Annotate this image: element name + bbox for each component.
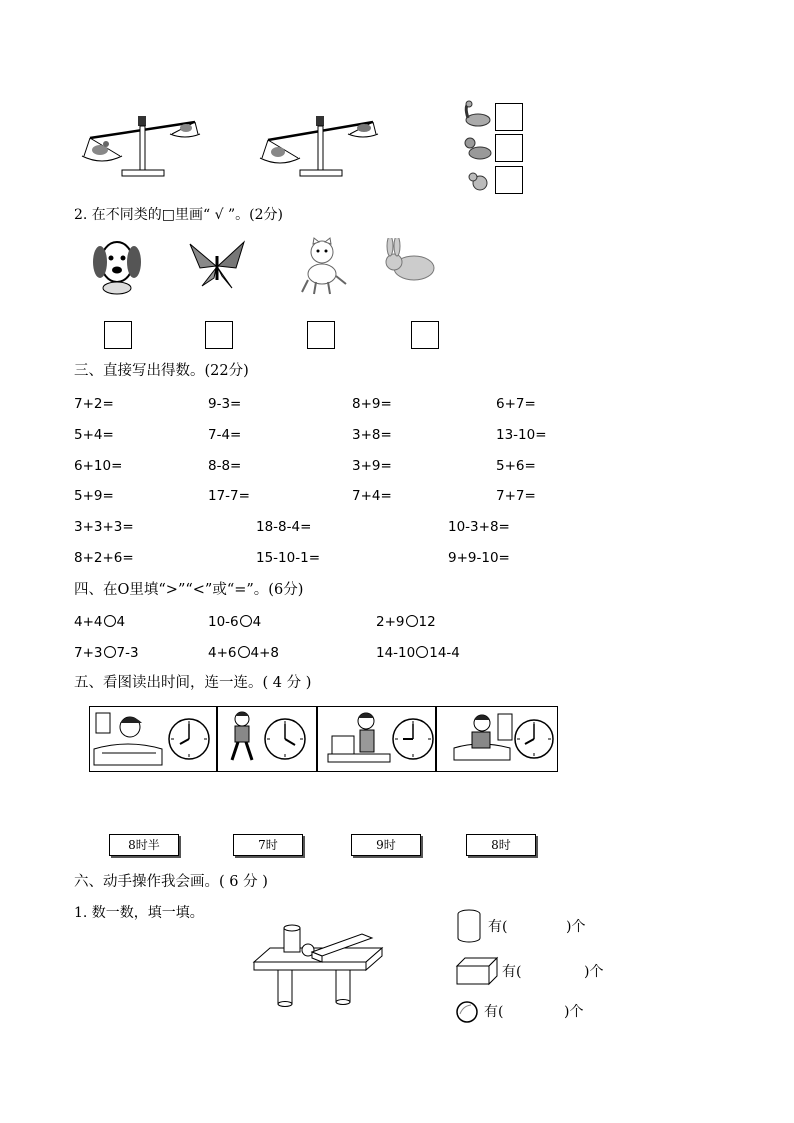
answer-box-cat[interactable] [307, 321, 335, 349]
expression-0-0: 7+2= [74, 396, 114, 412]
answer-box-butterfly[interactable] [205, 321, 233, 349]
answer-box-dog[interactable] [104, 321, 132, 349]
expression-3-3: 7+7= [496, 488, 536, 504]
comparison-right: 7-3 [116, 645, 139, 661]
expression-3-2: 7+4= [352, 488, 392, 504]
count-blank-0[interactable] [514, 918, 566, 936]
count-prefix-0: 有( [488, 919, 508, 935]
answer-box-duck[interactable] [495, 134, 523, 162]
section5-title: 五、看图读出时间，连一连。( 4 分 ) [74, 675, 312, 691]
comparison-right: 4 [116, 614, 126, 630]
section3-title: 三、直接写出得数。(22分) [74, 363, 249, 379]
count-blank-2[interactable] [510, 1003, 564, 1021]
block-table-figure [250, 924, 386, 1008]
expression-3-0: 5+9= [74, 488, 114, 504]
chick-icon [466, 170, 492, 192]
section6-sub1: 1. 数一数，填一填。 [74, 905, 204, 921]
count-suffix-0: )个 [566, 919, 586, 935]
expression-2-2: 3+9= [352, 458, 392, 474]
answer-box-rabbit[interactable] [411, 321, 439, 349]
duck-icon [462, 134, 494, 162]
expression-0-3: 6+7= [496, 396, 536, 412]
clock-icon [512, 716, 556, 762]
answer-box-goose[interactable] [495, 103, 523, 131]
compare-circle[interactable] [238, 646, 250, 658]
comparison-left: 10-6 [208, 614, 239, 630]
expression-1-1: 7-4= [208, 427, 242, 443]
comparison-right: 12 [418, 614, 436, 630]
expression-2-0: 6+10= [74, 458, 123, 474]
time-label-3[interactable]: 8时 [466, 834, 536, 856]
butterfly-icon [186, 238, 248, 294]
expression-0-2: 8+9= [352, 396, 392, 412]
cat-icon [292, 236, 354, 296]
comparison-left: 2+9 [376, 614, 405, 630]
expression-3-1: 17-7= [208, 488, 250, 504]
comparison-1-0 [74, 645, 139, 661]
expression-1-2: 3+8= [352, 427, 392, 443]
answer-box-chick[interactable] [495, 166, 523, 194]
studying-child-icon [326, 710, 392, 768]
balance-scale-2-icon [258, 104, 388, 182]
comparison-0-2 [376, 614, 436, 630]
clock-icon [166, 716, 212, 762]
expression-2-1: 8-8= [208, 458, 242, 474]
time-label-0[interactable]: 8时半 [109, 834, 179, 856]
cuboid-icon [455, 956, 499, 986]
compare-circle[interactable] [406, 615, 418, 627]
comparison-right: 4 [252, 614, 262, 630]
compare-circle[interactable] [416, 646, 428, 658]
comparison-left: 14-10 [376, 645, 416, 661]
sleeping-child-icon [92, 709, 164, 767]
comparison-left: 4+4 [74, 614, 103, 630]
clock-icon [390, 716, 436, 762]
comparison-right: 4+8 [250, 645, 279, 661]
section6-title: 六、动手操作我会画。( 6 分 ) [74, 874, 268, 890]
walking-child-icon [224, 710, 260, 768]
expression-2-3: 5+6= [496, 458, 536, 474]
expression-1-3: 13-10= [496, 427, 547, 443]
count-prefix-1: 有( [502, 964, 522, 980]
comparison-0-1 [208, 614, 261, 630]
compare-circle[interactable] [104, 615, 116, 627]
expression-4-1: 18-8-4= [256, 519, 312, 535]
count-suffix-1: )个 [584, 964, 604, 980]
dog-icon [88, 234, 146, 298]
expression-5-2: 9+9-10= [448, 550, 510, 566]
compare-circle[interactable] [104, 646, 116, 658]
comparison-right: 14-4 [429, 645, 460, 661]
cylinder-icon [455, 908, 483, 944]
expression-5-0: 8+2+6= [74, 550, 134, 566]
q2-title: 2. 在不同类的□里画“ √ ”。(2分) [74, 207, 284, 223]
comparison-left: 7+3 [74, 645, 103, 661]
compare-circle[interactable] [240, 615, 252, 627]
comparison-1-1 [208, 645, 279, 661]
expression-4-0: 3+3+3= [74, 519, 134, 535]
expression-4-2: 10-3+8= [448, 519, 510, 535]
goose-icon [460, 100, 494, 128]
comparison-1-2 [376, 645, 460, 661]
comparison-0-0 [74, 614, 125, 630]
expression-5-1: 15-10-1= [256, 550, 320, 566]
count-prefix-2: 有( [484, 1004, 504, 1020]
reading-child-icon [450, 710, 518, 768]
expression-1-0: 5+4= [74, 427, 114, 443]
section4-title: 四、在O里填“>”“<”或“=”。(6分) [74, 582, 304, 598]
clock-icon [262, 716, 308, 762]
sphere-icon [455, 1000, 479, 1024]
balance-scale-1-icon [80, 104, 210, 182]
time-label-1[interactable]: 7时 [233, 834, 303, 856]
rabbit-icon [380, 238, 442, 284]
count-suffix-2: )个 [564, 1004, 584, 1020]
count-blank-1[interactable] [528, 963, 584, 981]
expression-0-1: 9-3= [208, 396, 242, 412]
time-label-2[interactable]: 9时 [351, 834, 421, 856]
comparison-left: 4+6 [208, 645, 237, 661]
